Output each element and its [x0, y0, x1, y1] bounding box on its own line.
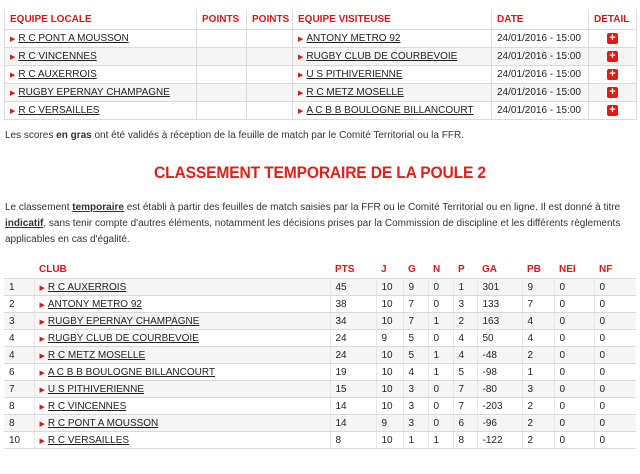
rank-cell: 10: [4, 432, 34, 449]
g-cell: 3: [403, 381, 428, 398]
detail-cell: [589, 30, 637, 48]
triangle-right-icon: ▶: [39, 386, 45, 394]
pb-cell: 1: [522, 364, 554, 381]
match-row: [5, 84, 637, 102]
club-link[interactable]: R C VERSAILLES: [47, 434, 130, 446]
standings-row: [4, 296, 636, 313]
club-link[interactable]: ANTONY METRO 92: [47, 298, 142, 310]
intro-text-1: Le classement: [5, 202, 73, 213]
header-detail: DETAIL: [589, 10, 637, 30]
pb-cell: 2: [522, 398, 554, 415]
nei-cell: 0: [554, 330, 594, 347]
home-team-cell: [5, 66, 197, 84]
intro-bold-temporaire: temporaire: [72, 202, 124, 213]
away-points-cell: [247, 30, 293, 48]
pts-cell: 19: [330, 364, 376, 381]
standings-header-row: [4, 260, 636, 279]
ga-cell: -48: [477, 347, 522, 364]
p-cell: 7: [453, 398, 477, 415]
home-points-cell: [197, 102, 247, 120]
rank-cell: 4: [4, 330, 34, 347]
triangle-right-icon: ▶: [39, 318, 45, 326]
n-cell: 0: [428, 296, 453, 313]
header-ga: GA: [477, 260, 522, 279]
detail-plus-button[interactable]: +: [607, 69, 618, 80]
nf-cell: 0: [594, 364, 636, 381]
rank-cell: 8: [4, 415, 34, 432]
match-date: 24/01/2016 - 15:00: [492, 84, 589, 102]
club-cell: [34, 381, 330, 398]
triangle-right-icon: ▶: [298, 72, 304, 79]
n-cell: 0: [428, 398, 453, 415]
pts-cell: 38: [330, 296, 376, 313]
pb-cell: 4: [522, 313, 554, 330]
detail-cell: [589, 48, 637, 66]
rank-cell: 3: [4, 313, 34, 330]
home-points-cell: [197, 48, 247, 66]
home-team-cell: [5, 84, 197, 102]
pts-cell: 8: [330, 432, 376, 449]
ga-cell: -80: [477, 381, 522, 398]
match-row: [5, 30, 637, 48]
club-cell: [34, 432, 330, 449]
triangle-right-icon: ▶: [39, 437, 45, 445]
home-points-cell: [197, 30, 247, 48]
pb-cell: 4: [522, 330, 554, 347]
j-cell: 10: [376, 313, 403, 330]
away-team-cell: [293, 48, 492, 66]
j-cell: 10: [376, 364, 403, 381]
ga-cell: 163: [477, 313, 522, 330]
triangle-right-icon: ▶: [10, 90, 16, 97]
nf-cell: 0: [594, 415, 636, 432]
rank-cell: 7: [4, 381, 34, 398]
home-team-cell: [5, 30, 197, 48]
pts-cell: 24: [330, 347, 376, 364]
intro-text-3: , sans tenir compte d'autres éléments, notamment les décisions prises par la Commission de discipline et les différents règlements applicables en cas d'égalité.: [5, 218, 621, 245]
triangle-right-icon: ▶: [10, 108, 16, 115]
ga-cell: -122: [477, 432, 522, 449]
nf-cell: 0: [594, 347, 636, 364]
match-date: 24/01/2016 - 15:00: [492, 102, 589, 120]
home-team-cell: [5, 102, 197, 120]
away-team-link[interactable]: A C B B BOULOGNE BILLANCOURT: [306, 105, 474, 116]
club-link[interactable]: R C PONT A MOUSSON: [47, 417, 159, 429]
club-link[interactable]: A C B B BOULOGNE BILLANCOURT: [47, 366, 215, 378]
pts-cell: 15: [330, 381, 376, 398]
ga-cell: -203: [477, 398, 522, 415]
away-team-cell: [293, 66, 492, 84]
rank-cell: 8: [4, 398, 34, 415]
detail-plus-button[interactable]: +: [607, 87, 618, 98]
p-cell: 4: [453, 347, 477, 364]
j-cell: 10: [376, 347, 403, 364]
nei-cell: 0: [554, 432, 594, 449]
away-team-link[interactable]: U S PITHIVERIENNE: [306, 69, 403, 80]
header-p: P: [453, 260, 477, 279]
header-points-away: POINTS: [247, 10, 293, 30]
header-g: G: [403, 260, 428, 279]
rank-cell: 2: [4, 296, 34, 313]
header-points-home: POINTS: [197, 10, 247, 30]
pts-cell: 34: [330, 313, 376, 330]
header-club: CLUB: [34, 260, 330, 279]
standings-intro: [5, 200, 633, 248]
pb-cell: 9: [522, 279, 554, 296]
p-cell: 2: [453, 313, 477, 330]
nf-cell: 0: [594, 330, 636, 347]
standings-row: [4, 398, 636, 415]
match-row: [5, 48, 637, 66]
rank-cell: 6: [4, 364, 34, 381]
pb-cell: 3: [522, 381, 554, 398]
away-team-link[interactable]: R C METZ MOSELLE: [306, 87, 404, 98]
standings-row: [4, 279, 636, 296]
detail-cell: [589, 84, 637, 102]
n-cell: 0: [428, 279, 453, 296]
nei-cell: 0: [554, 381, 594, 398]
detail-cell: [589, 102, 637, 120]
n-cell: 1: [428, 432, 453, 449]
p-cell: 7: [453, 381, 477, 398]
club-cell: [34, 364, 330, 381]
header-home-team: EQUIPE LOCALE: [5, 10, 197, 30]
note-text: Les scores: [5, 130, 57, 141]
nf-cell: 0: [594, 296, 636, 313]
standings-row: [4, 415, 636, 432]
pts-cell: 14: [330, 398, 376, 415]
pts-cell: 45: [330, 279, 376, 296]
standings-heading: CLASSEMENT TEMPORAIRE DE LA POULE 2: [154, 163, 486, 182]
club-cell: [34, 313, 330, 330]
nei-cell: 0: [554, 296, 594, 313]
triangle-right-icon: ▶: [298, 36, 304, 43]
n-cell: 0: [428, 330, 453, 347]
g-cell: 5: [403, 347, 428, 364]
club-link[interactable]: RUGBY CLUB DE COURBEVOIE: [47, 332, 199, 344]
j-cell: 9: [376, 330, 403, 347]
triangle-right-icon: ▶: [298, 54, 304, 61]
club-link[interactable]: RUGBY EPERNAY CHAMPAGNE: [47, 315, 200, 327]
j-cell: 10: [376, 398, 403, 415]
j-cell: 10: [376, 381, 403, 398]
detail-plus-button[interactable]: +: [607, 33, 618, 44]
away-points-cell: [247, 48, 293, 66]
g-cell: 7: [403, 296, 428, 313]
club-cell: [34, 296, 330, 313]
home-team-cell: [5, 48, 197, 66]
home-team-link[interactable]: R C PONT A MOUSSON: [18, 33, 129, 44]
rank-cell: 1: [4, 279, 34, 296]
nei-cell: 0: [554, 313, 594, 330]
pb-cell: 2: [522, 432, 554, 449]
ga-cell: 133: [477, 296, 522, 313]
n-cell: 0: [428, 381, 453, 398]
triangle-right-icon: ▶: [10, 36, 16, 43]
pts-cell: 14: [330, 415, 376, 432]
triangle-right-icon: ▶: [10, 72, 16, 79]
note-text-end: ont été validés à réception de la feuille de match par le Comité Territorial ou la FFR.: [91, 130, 464, 141]
away-team-link[interactable]: RUGBY CLUB DE COURBEVOIE: [306, 51, 458, 62]
detail-cell: [589, 66, 637, 84]
header-date: DATE: [492, 10, 589, 30]
triangle-right-icon: ▶: [298, 108, 304, 115]
club-cell: [34, 415, 330, 432]
match-date: 24/01/2016 - 15:00: [492, 30, 589, 48]
p-cell: 8: [453, 432, 477, 449]
nf-cell: 0: [594, 313, 636, 330]
pb-cell: 2: [522, 347, 554, 364]
nei-cell: 0: [554, 347, 594, 364]
standings-row: [4, 347, 636, 364]
p-cell: 1: [453, 279, 477, 296]
p-cell: 4: [453, 330, 477, 347]
match-row: [5, 66, 637, 84]
score-note: [5, 130, 464, 141]
club-link[interactable]: R C AUXERROIS: [47, 281, 127, 293]
pb-cell: 7: [522, 296, 554, 313]
j-cell: 9: [376, 415, 403, 432]
ga-cell: -96: [477, 415, 522, 432]
triangle-right-icon: ▶: [10, 54, 16, 61]
home-team-link[interactable]: RUGBY EPERNAY CHAMPAGNE: [18, 87, 170, 98]
n-cell: 1: [428, 313, 453, 330]
away-points-cell: [247, 66, 293, 84]
rank-cell: 4: [4, 347, 34, 364]
home-points-cell: [197, 84, 247, 102]
club-link[interactable]: R C METZ MOSELLE: [47, 349, 146, 361]
intro-text-2: est établi à partir des feuilles de match saisies par la FFR ou le Comité Territorial ou en ligne. Il est donné à titre: [123, 202, 621, 213]
matches-header-row: [5, 10, 637, 30]
nf-cell: 0: [594, 432, 636, 449]
pb-cell: 2: [522, 415, 554, 432]
standings-row: [4, 330, 636, 347]
club-link[interactable]: R C VINCENNES: [47, 400, 127, 412]
club-cell: [34, 347, 330, 364]
triangle-right-icon: ▶: [39, 301, 45, 309]
p-cell: 6: [453, 415, 477, 432]
header-rank: [4, 260, 34, 279]
intro-bold-indicatif: indicatif: [5, 218, 44, 229]
standings-table: [4, 260, 636, 449]
match-row: [5, 102, 637, 120]
header-pb: PB: [522, 260, 554, 279]
club-cell: [34, 279, 330, 296]
detail-plus-button[interactable]: +: [607, 105, 618, 116]
standings-row: [4, 432, 636, 449]
g-cell: 4: [403, 364, 428, 381]
header-n: N: [428, 260, 453, 279]
nei-cell: 0: [554, 398, 594, 415]
ga-cell: 301: [477, 279, 522, 296]
ga-cell: 50: [477, 330, 522, 347]
g-cell: 5: [403, 330, 428, 347]
triangle-right-icon: ▶: [39, 284, 45, 292]
home-team-link[interactable]: R C AUXERROIS: [18, 69, 97, 80]
n-cell: 1: [428, 364, 453, 381]
nei-cell: 0: [554, 279, 594, 296]
standings-row: [4, 313, 636, 330]
away-team-link[interactable]: ANTONY METRO 92: [306, 33, 401, 44]
triangle-right-icon: ▶: [39, 335, 45, 343]
club-link[interactable]: U S PITHIVERIENNE: [47, 383, 145, 395]
nf-cell: 0: [594, 398, 636, 415]
matches-table: [4, 10, 637, 120]
header-pts: PTS: [330, 260, 376, 279]
header-away-team: EQUIPE VISITEUSE: [293, 10, 492, 30]
note-bold: en gras: [56, 130, 92, 141]
match-date: 24/01/2016 - 15:00: [492, 66, 589, 84]
home-team-link[interactable]: R C VERSAILLES: [18, 105, 100, 116]
standings-row: [4, 364, 636, 381]
j-cell: 10: [376, 296, 403, 313]
triangle-right-icon: ▶: [298, 90, 304, 97]
header-nei: NEI: [554, 260, 594, 279]
home-points-cell: [197, 66, 247, 84]
n-cell: 0: [428, 415, 453, 432]
away-points-cell: [247, 102, 293, 120]
away-team-cell: [293, 30, 492, 48]
away-team-cell: [293, 84, 492, 102]
detail-plus-button[interactable]: +: [607, 51, 618, 62]
g-cell: 7: [403, 313, 428, 330]
g-cell: 3: [403, 398, 428, 415]
header-j: J: [376, 260, 403, 279]
away-points-cell: [247, 84, 293, 102]
club-cell: [34, 330, 330, 347]
triangle-right-icon: ▶: [39, 403, 45, 411]
g-cell: 3: [403, 415, 428, 432]
nf-cell: 0: [594, 381, 636, 398]
standings-row: [4, 381, 636, 398]
triangle-right-icon: ▶: [39, 420, 45, 428]
home-team-link[interactable]: R C VINCENNES: [18, 51, 97, 62]
n-cell: 1: [428, 347, 453, 364]
j-cell: 10: [376, 432, 403, 449]
triangle-right-icon: ▶: [39, 352, 45, 360]
g-cell: 1: [403, 432, 428, 449]
nei-cell: 0: [554, 364, 594, 381]
g-cell: 9: [403, 279, 428, 296]
pts-cell: 24: [330, 330, 376, 347]
p-cell: 3: [453, 296, 477, 313]
p-cell: 5: [453, 364, 477, 381]
match-date: 24/01/2016 - 15:00: [492, 48, 589, 66]
nf-cell: 0: [594, 279, 636, 296]
away-team-cell: [293, 102, 492, 120]
nei-cell: 0: [554, 415, 594, 432]
triangle-right-icon: ▶: [39, 369, 45, 377]
header-nf: NF: [594, 260, 636, 279]
ga-cell: -98: [477, 364, 522, 381]
club-cell: [34, 398, 330, 415]
j-cell: 10: [376, 279, 403, 296]
